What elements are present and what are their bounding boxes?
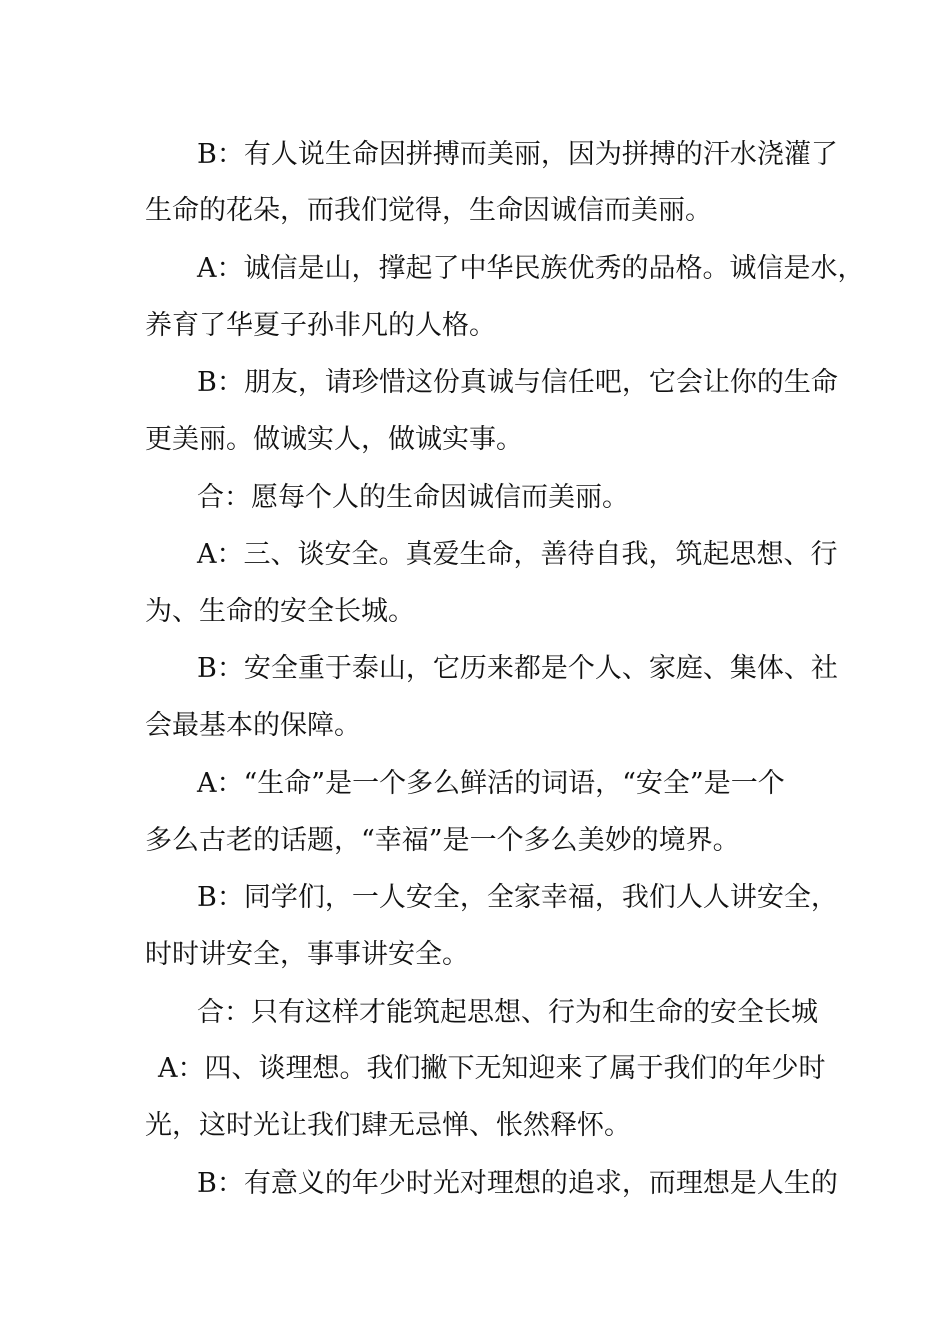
text-line: B：有意义的年少时光对理想的追求，而理想是人生的: [197, 1168, 838, 1199]
text-line: A：诚信是山，撑起了中华民族优秀的品格。诚信是水，: [197, 253, 865, 284]
text-line: 为、生命的安全长城。: [145, 596, 415, 627]
text-line: A：三、谈安全。真爱生命，善待自我，筑起思想、行: [197, 539, 838, 570]
text-line: 生命的花朵，而我们觉得，生命因诚信而美丽。: [145, 195, 712, 226]
text-line: 合：愿每个人的生命因诚信而美丽。: [197, 482, 629, 513]
text-line: A：“生命”是一个多么鲜活的词语，“安全”是一个: [197, 768, 785, 799]
text-line: 养育了华夏子孙非凡的人格。: [145, 310, 496, 341]
text-line: B：有人说生命因拼搏而美丽，因为拼搏的汗水浇灌了: [197, 139, 838, 170]
text-line: 光，这时光让我们肆无忌惮、怅然释怀。: [145, 1110, 631, 1141]
text-line: 多么古老的话题，“幸福”是一个多么美妙的境界。: [145, 825, 740, 856]
text-line: A：四、谈理想。我们撇下无知迎来了属于我们的年少时: [158, 1053, 826, 1084]
text-line: B：朋友，请珍惜这份真诚与信任吧，它会让你的生命: [197, 367, 838, 398]
text-line: 会最基本的保障。: [145, 710, 361, 741]
text-line: B：安全重于泰山，它历来都是个人、家庭、集体、社: [197, 653, 838, 684]
text-line: 更美丽。做诚实人，做诚实事。: [145, 424, 523, 455]
text-line: B：同学们，一人安全，全家幸福，我们人人讲安全，: [197, 882, 838, 913]
text-line: 时时讲安全，事事讲安全。: [145, 939, 469, 970]
text-line: 合：只有这样才能筑起思想、行为和生命的安全长城: [197, 997, 818, 1028]
